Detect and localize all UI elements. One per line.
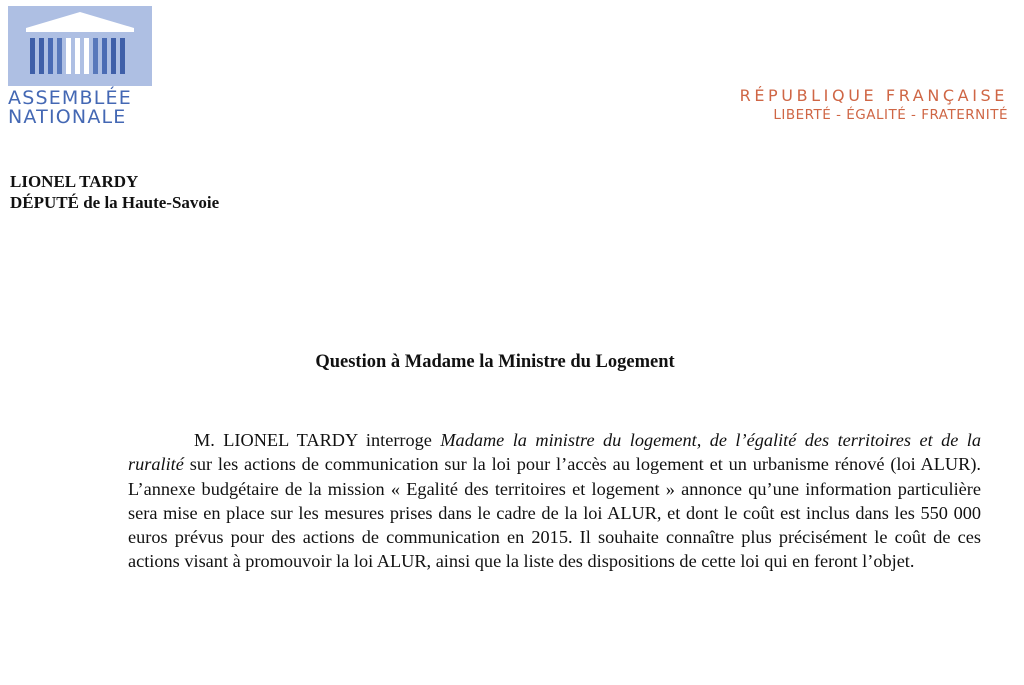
author-block	[10, 171, 219, 213]
assemblee-nationale-logo	[8, 6, 152, 127]
question-body-content: sur les actions de communication sur la loi pour l’accès au logement et un urbanisme rénové (loi ALUR). L’annexe budgétaire de la mission « Egalité des territoires et logement » annonce qu’une information particulière sera mise en place sur les mesures prises dans le cadre de la loi ALUR, et dont le coût est inclus dans les 550 000 euros prévus pour des actions de communication en 2015. Il souhaite connaître plus précisément le coût de ces actions visant à promouvoir la loi ALUR, ainsi que la liste des dispositions de cette loi qui en feront l’objet.	[128, 454, 981, 572]
question-body-intro: M. LIONEL TARDY interroge	[194, 430, 441, 450]
author-title: DÉPUTÉ de la Haute-Savoie	[10, 193, 220, 212]
question-body-addressee: Madame la ministre du logement, de l’égalité des territoires et de la ruralité	[128, 430, 981, 475]
logo-line-1: ASSEMBLÉE	[8, 87, 132, 109]
logo-wordmark	[8, 89, 152, 127]
logo-line-2: NATIONALE	[8, 106, 127, 128]
devise-line: LIBERTÉ - ÉGALITÉ - FRATERNITÉ	[773, 107, 1008, 123]
question-body	[128, 428, 981, 574]
hemicycle-columns-icon	[8, 6, 152, 86]
republique-line: RÉPUBLIQUE FRANÇAISE	[739, 86, 1008, 105]
question-title: Question à Madame la Ministre du Logement	[315, 352, 675, 372]
republique-francaise-motto	[740, 86, 1008, 124]
author-name: LIONEL TARDY	[10, 172, 139, 191]
